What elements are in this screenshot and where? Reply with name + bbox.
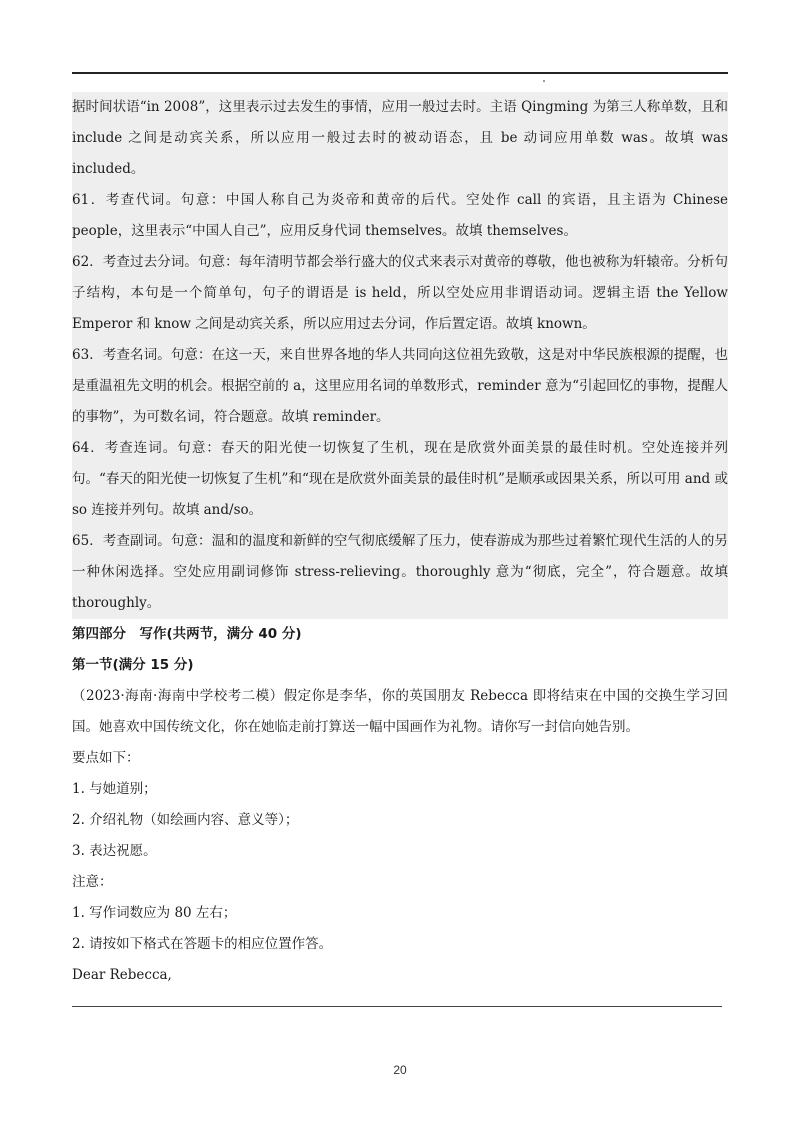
header-rule <box>72 72 728 74</box>
section-title: 第四部分 写作(共两节，满分 40 分) <box>72 626 302 642</box>
answer-64: 64．考查连词。句意：春天的阳光使一切恢复了生机，现在是欣赏外面美景的最佳时机。空处连接并列句。“春天的阳光使一切恢复了生机”和“现在是欣赏外面美景的最佳时机”是顺承或因果关系，所以可用 and 或 so 连接并列句。故填 and/so。 <box>72 440 728 518</box>
answer-explanations <box>72 92 728 619</box>
salutation: Dear Rebecca, <box>72 967 172 983</box>
section-subtitle: 第一节(满分 15 分) <box>72 657 194 673</box>
answer-60-continued: 据时间状语“in 2008”，这里表示过去发生的事情，应用一般过去时。主语 Qingming 为第三人称单数，且和 include 之间是动宾关系，所以应用一般过去时的被动语态，且 be 动词应用单数 was。故填 was included。 <box>72 99 728 177</box>
notes-label: 注意： <box>72 874 113 890</box>
answer-63: 63．考查名词。句意：在这一天，来自世界各地的华人共同向这位祖先致敬，这是对中华民族根源的提醒，也是重温祖先文明的机会。根据空前的 a，这里应用名词的单数形式，reminder 意为“引起回忆的事物，提醒人的事物”，为可数名词，符合题意。故填 reminder。 <box>72 347 728 425</box>
note-1: 1. 写作词数应为 80 左右； <box>72 905 237 921</box>
page-number: 20 <box>393 1063 407 1077</box>
writing-prompt: （2023·海南·海南中学校考二模）假定你是李华，你的英国朋友 Rebecca 即将结束在中国的交换生学习回国。她喜欢中国传统文化，你在她临走前打算送一幅中国画作为礼物。请你写一封信向她告别。 <box>72 688 728 735</box>
answer-65: 65．考查副词。句意：温和的温度和新鲜的空气彻底缓解了压力，使春游成为那些过着繁忙现代生活的人的另一种休闲选择。空处应用副词修饰 stress-relieving。thoroughly 意为“彻底，完全”，符合题意。故填 thoroughly。 <box>72 533 728 611</box>
answer-line <box>72 1006 722 1007</box>
answer-62: 62．考查过去分词。句意：每年清明节都会举行盛大的仪式来表示对黄帝的尊敬，他也被称为轩辕帝。分析句子结构，本句是一个简单句，句子的谓语是 is held，所以空处应用非谓语动词。逻辑主语 the Yellow Emperor 和 know 之间是动宾关系，所以应用过去分词，作后置定语。故填 known。 <box>72 254 728 332</box>
point-3: 3. 表达祝愿。 <box>72 843 157 859</box>
note-2: 2. 请按如下格式在答题卡的相应位置作答。 <box>72 936 333 952</box>
points-label: 要点如下： <box>72 750 140 766</box>
page-content <box>72 92 728 991</box>
header-mark <box>543 80 545 82</box>
point-1: 1. 与她道别； <box>72 781 157 797</box>
answer-61: 61．考查代词。句意：中国人称自己为炎帝和黄帝的后代。空处作 call 的宾语，且主语为 Chinese people，这里表示“中国人自己”，应用反身代词 themselves。故填 themselves。 <box>72 192 728 239</box>
point-2: 2. 介绍礼物（如绘画内容、意义等）； <box>72 812 299 828</box>
